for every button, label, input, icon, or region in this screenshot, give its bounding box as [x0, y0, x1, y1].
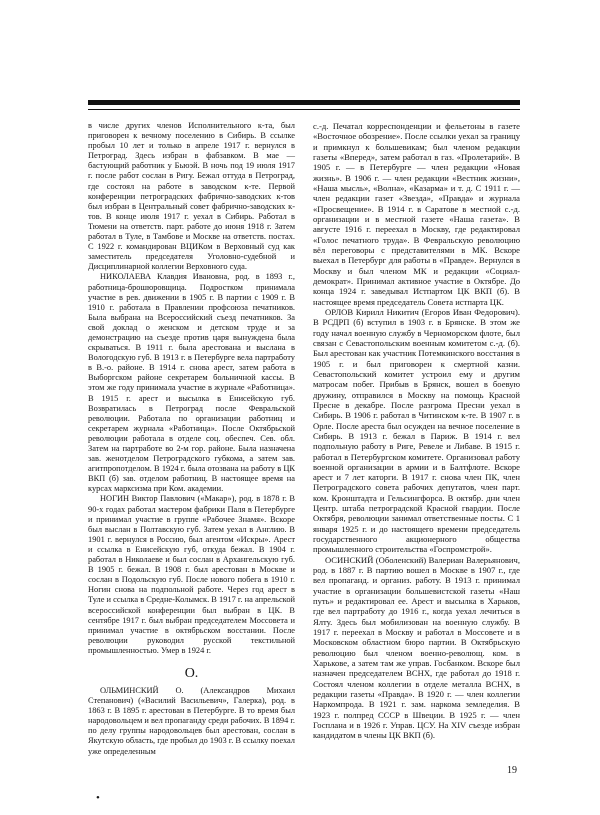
- entry-continuation: в числе других членов Исполнительного к-та, был приговорен к вечному поселению в Сибирь. В ссылке пробыл 10 лет и только в апреле 1917 г. вернулся в Петроград. Здесь избран в фабзавком. В мае — бастующий работник у Бьюэй. В ночь под 19 июля 1917 г. после работ сослан в Ригу. Бежал оттуда в Петроград, где состоял на работе в заводском к-те. Первой конференции петроградских фабрично-заводских к-тов был избран в Центральный совет фабрично-заводских к-тов. В конце июля 1917 г. уехал в Сибирь. Работал в Тюмени на ответств. парт. работе до июня 1918 г. Затем работал в Туле, в Тамбове и Москве на ответств. постах. С 1922 г. командирован ВЦИКом в Верховный суд как заместитель председателя Уголовно-судебной и Дисциплинарной коллегии Верховного суда.: [88, 121, 295, 272]
- page-number: 19: [507, 765, 517, 776]
- entry-orlov: ОРЛОВ Кирилл Никитич (Егоров Иван Федорович). В РСДРП (б) вступил в 1903 г. в Брянске. В этом же году начал военную службу в Черноморском флоте, был связан с Севастопольским военным комитетом с.-д. (б). Был арестован как участник Потемкинского восстания в 1905 г. и был приговорен к смертной казни. Севастопольский комитет устроил ему и другим матросам побег. Прибыв в Брянск, вошел в боевую дружину, отправился в Москву на помощь Красной Пресне в декабре. После разгрома Пресни уехал в Сибирь. В 1906 г. работал в Читинском к-те. В 1907 г. в Орле. После ареста был осужден на вечное поселение в Сибирь. В 1913 г. бежал в Париж. В 1914 г. вел подпольную работу в Риге, Ревеле и Либаве. В 1915 г. работал в Петербургском комитете. Организовал работу военной организации в армии и в Балтфлоте. Вскоре арест и 7 лет каторги. В 1917 г. снова член ПК, член Петроградского совета рабочих депутатов, член парт. ком. Кронштадта и Гельсингфорса. В октябр. дни член Центр. штаба петроградской Красной гвардии. После Октября, революции занимал ответственные посты. С 1 января 1925 г. и до настоящего времени председатель государственного акционерного общества промышленного строительства «Госпромстрой».: [313, 306, 520, 555]
- left-column: [88, 121, 295, 757]
- right-column: [313, 121, 520, 741]
- entry-nogin: НОГИН Виктор Павлович («Макар»), род. в 1878 г. В 90-х годах работал мастером фабрики Паля в Петербурге и принимал участие в группе «Рабочее Знамя». Вскоре был выслан в Полтавскую губ. Затем уехал в Англию. В 1901 г. вернулся в Россию, был агентом «Искры». Арест и ссылка в Енисейскую губ, откуда бежал. В 1904 г. работал в Николаеве и был сослан в Архангельскую губ. В 1905 г. бежал. В 1908 г. был арестован в Москве и сослан в Подольскую губ. После нового побега в 1910 г. Ногин снова на подпольной работе. Через год арест в Туле и ссылка в Средне-Колымск. В 1917 г. на апрельской всероссийской конференции был выбран в ЦК. В сентябре 1917 г. был выбран председателем Моссовета и принимал участие в октябрьском восстании. После революции руководил русской текстильной промышленностью. Умер в 1924 г.: [88, 494, 295, 655]
- header-rule-thin: [88, 109, 520, 110]
- entry-olminsky: ОЛЬМИНСКИЙ О. (Александров Михаил Степанович) («Василий Васильевич», Галерка), род. в 1863 г. В 1895 г. арестован в Петербурге. В то время был народовольцем и вел пропаганду среди рабочих. В 1894 г. по делу группы народовольцев был арестован, сослан в Якутскую область, где пробыл до 1903 г. В ссылку поехал уже определенным: [88, 685, 295, 756]
- entry-osinsky: ОСИНСКИЙ (Оболенский) Валериан Валерьянович, род. в 1887 г. В партию вошел в Москве в 1907 г., где вел пропаганд. и организ. работу. В 1913 г. принимал участие в организации большевистской газеты «Наш путь» и редактировал ее. Арест и высылка в Харьков, где вел партработу до 1916 г., когда уехал лечиться в Ялту. Здесь был мобилизован на военную службу. В 1917 г. переехал в Москву и работал в Моссовете и в Московском областном бюро партии. В Октябрьскую революцию был членом военно-револющ. ком. в Харькове, а затем там же управ. Госбанком. Вскоре был назначен председателем ВСНХ, где работал до 1918 г. Состоял членом коллегии в отделе металла ВСНХ, в редакции газеты «Правда». В 1920 г. — член коллегии Наркомпрода. В 1921 г. зам. наркома земледелия. В 1923 г. полпред СССР в Швеции. В 1925 г. — член Госплана и в 1926 г. Управ. ЦСУ. На XIV съезде избран кандидатом в члены ЦК ВКП (б).: [313, 554, 520, 741]
- entry-olminsky-continued: с.-д. Печатал корреспонденции и фельетоны в газете «Восточное обозрение». После ссылки уехал за границу и примкнул к большевикам; был членом редакции газеты «Вперед», затем работал в газ. «Пролетарий». В 1905 г. — в Петербурге — член редакции «Новая жизнь». В 1906 г. — член редакции «Вестник жизни», «Наша мысль», «Волна», «Казарма» и т. д. С 1911 г. — член редакции газет «Звезда», «Правда» и журнала «Просвещение». В 1914 г. в Саратове в местной с.-д. организации и в местной газете «Наша газета». В августе 1916 г. переехал в Москву, где редактировал «Голос печатного труда». В Февральскую революцию вёл переговоры с представителями в МК. Вскоре выехал в Петербург для работы в «Правде». Вернулся в Москву и был членом МК и редакции «Социал-демократ». Принимал активное участие в Октябре. До конца 1924 г. заведывал Истпартом ЦК ВКП (б). В настоящее время председатель Совета истпарта ЦК.: [313, 121, 520, 307]
- entry-nikolaeva: НИКОЛАЕВА Клавдия Ивановна, род. в 1893 г., работница-брошюровщица. Подростком принимала участие в рев. движении в 1905 г. В партии с 1909 г. В 1910 г. работала в Правлении профсоюза печатников. Была выбрана на Всероссийский съезд печатников. За свой доклад о женском и детском труде и за демонстрацию на съезде против царя вынуждена была скрываться. В 1911 г. была арестована и выслана в Вологодскую губ. В 1913 г. в Петербурге вела партработу в В.-о. районе. В 1914 г. снова арест, затем работа в Выборгском районе секретарем больничной кассы. В этом же году принимала участие в журнале «Работница». В 1915 г. арест и высылка в Енисейскую губ. Возвратилась в Петроград после Февральской революции. Работала по организации работниц и секретарем журнала «Работница». После Октябрьской революции работала в отделе соц. обеспеч. Сев. обл. Затем на партработе во 2-м гор. районе. Была назначена зав. женотделом Петроградского губкома, а затем зав. агитпропотделом. В 1924 г. была отозвана на работу в ЦК ВКП (б) зав. отделом работниц. В настоящее время на курсах марксизма при Ком. академии.: [88, 272, 295, 494]
- bottom-mark: •: [96, 792, 100, 804]
- header-rule-thick: [88, 100, 520, 105]
- section-letter: О.: [184, 665, 199, 681]
